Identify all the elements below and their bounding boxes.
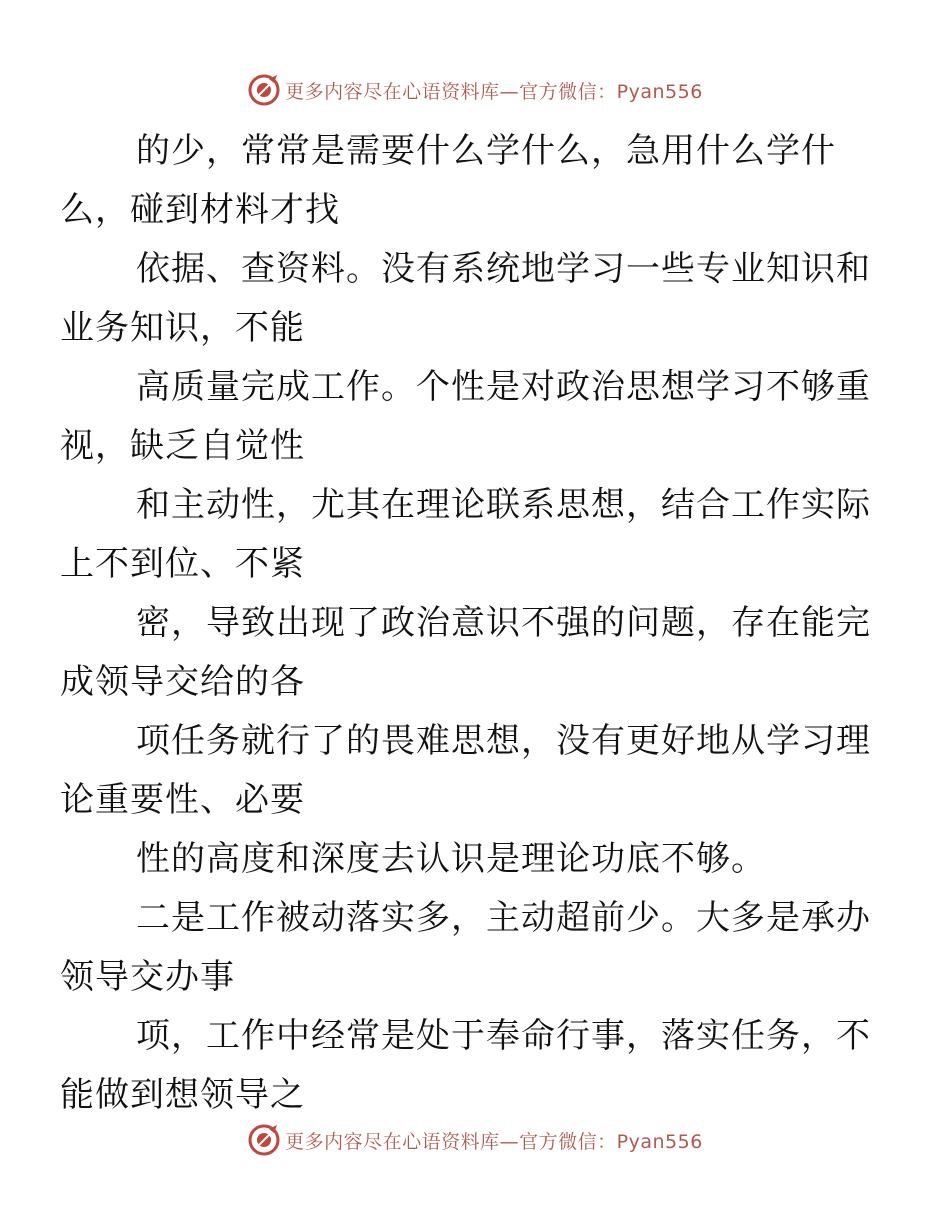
paragraph xyxy=(98,830,858,889)
paragraph-line: 项，工作中经常是处于奉命行事，落实任务，不 xyxy=(136,1016,871,1056)
paragraph-line: 上不到位、不紧 xyxy=(60,544,305,584)
paragraph xyxy=(60,240,871,358)
seal-logo-icon xyxy=(247,1123,281,1157)
paragraph-line: 的少，常常是需要什么学什么，急用什么学什 xyxy=(136,131,836,171)
paragraph xyxy=(60,122,858,240)
paragraph-line: 能做到想领导之 xyxy=(60,1075,305,1115)
paragraph-line: 二是工作被动落实多，主动超前少。大多是承办 xyxy=(136,898,871,938)
paragraph-line: 性的高度和深度去认识是理论功底不够。 xyxy=(136,839,766,879)
paragraph xyxy=(60,594,871,712)
footer-banner xyxy=(0,1120,950,1160)
document-body xyxy=(60,122,871,1125)
paragraph-line: 密，导致出现了政治意识不强的问题，存在能完 xyxy=(136,603,871,643)
paragraph xyxy=(60,1007,871,1125)
paragraph-line: 么，碰到材料才找 xyxy=(60,190,340,230)
paragraph-line: 领导交办事 xyxy=(60,957,235,997)
paragraph-line: 业务知识，不能 xyxy=(60,308,305,348)
paragraph xyxy=(60,358,871,476)
paragraph xyxy=(60,712,871,830)
header-banner xyxy=(0,70,950,110)
seal-logo-icon xyxy=(247,73,281,107)
paragraph-line: 视，缺乏自觉性 xyxy=(60,426,305,466)
paragraph-line: 项任务就行了的畏难思想，没有更好地从学习理 xyxy=(136,721,871,761)
paragraph xyxy=(60,889,871,1007)
paragraph-line: 成领导交给的各 xyxy=(60,662,305,702)
header-banner-text: 更多内容尽在心语资料库—官方微信：Pyan556 xyxy=(285,80,703,103)
paragraph xyxy=(60,476,871,594)
paragraph-line: 依据、查资料。没有系统地学习一些专业知识和 xyxy=(136,249,871,289)
paragraph-line: 和主动性，尤其在理论联系思想，结合工作实际 xyxy=(136,485,871,525)
paragraph-line: 高质量完成工作。个性是对政治思想学习不够重 xyxy=(136,367,871,407)
paragraph-line: 论重要性、必要 xyxy=(60,780,305,820)
footer-banner-text: 更多内容尽在心语资料库—官方微信：Pyan556 xyxy=(285,1130,703,1153)
